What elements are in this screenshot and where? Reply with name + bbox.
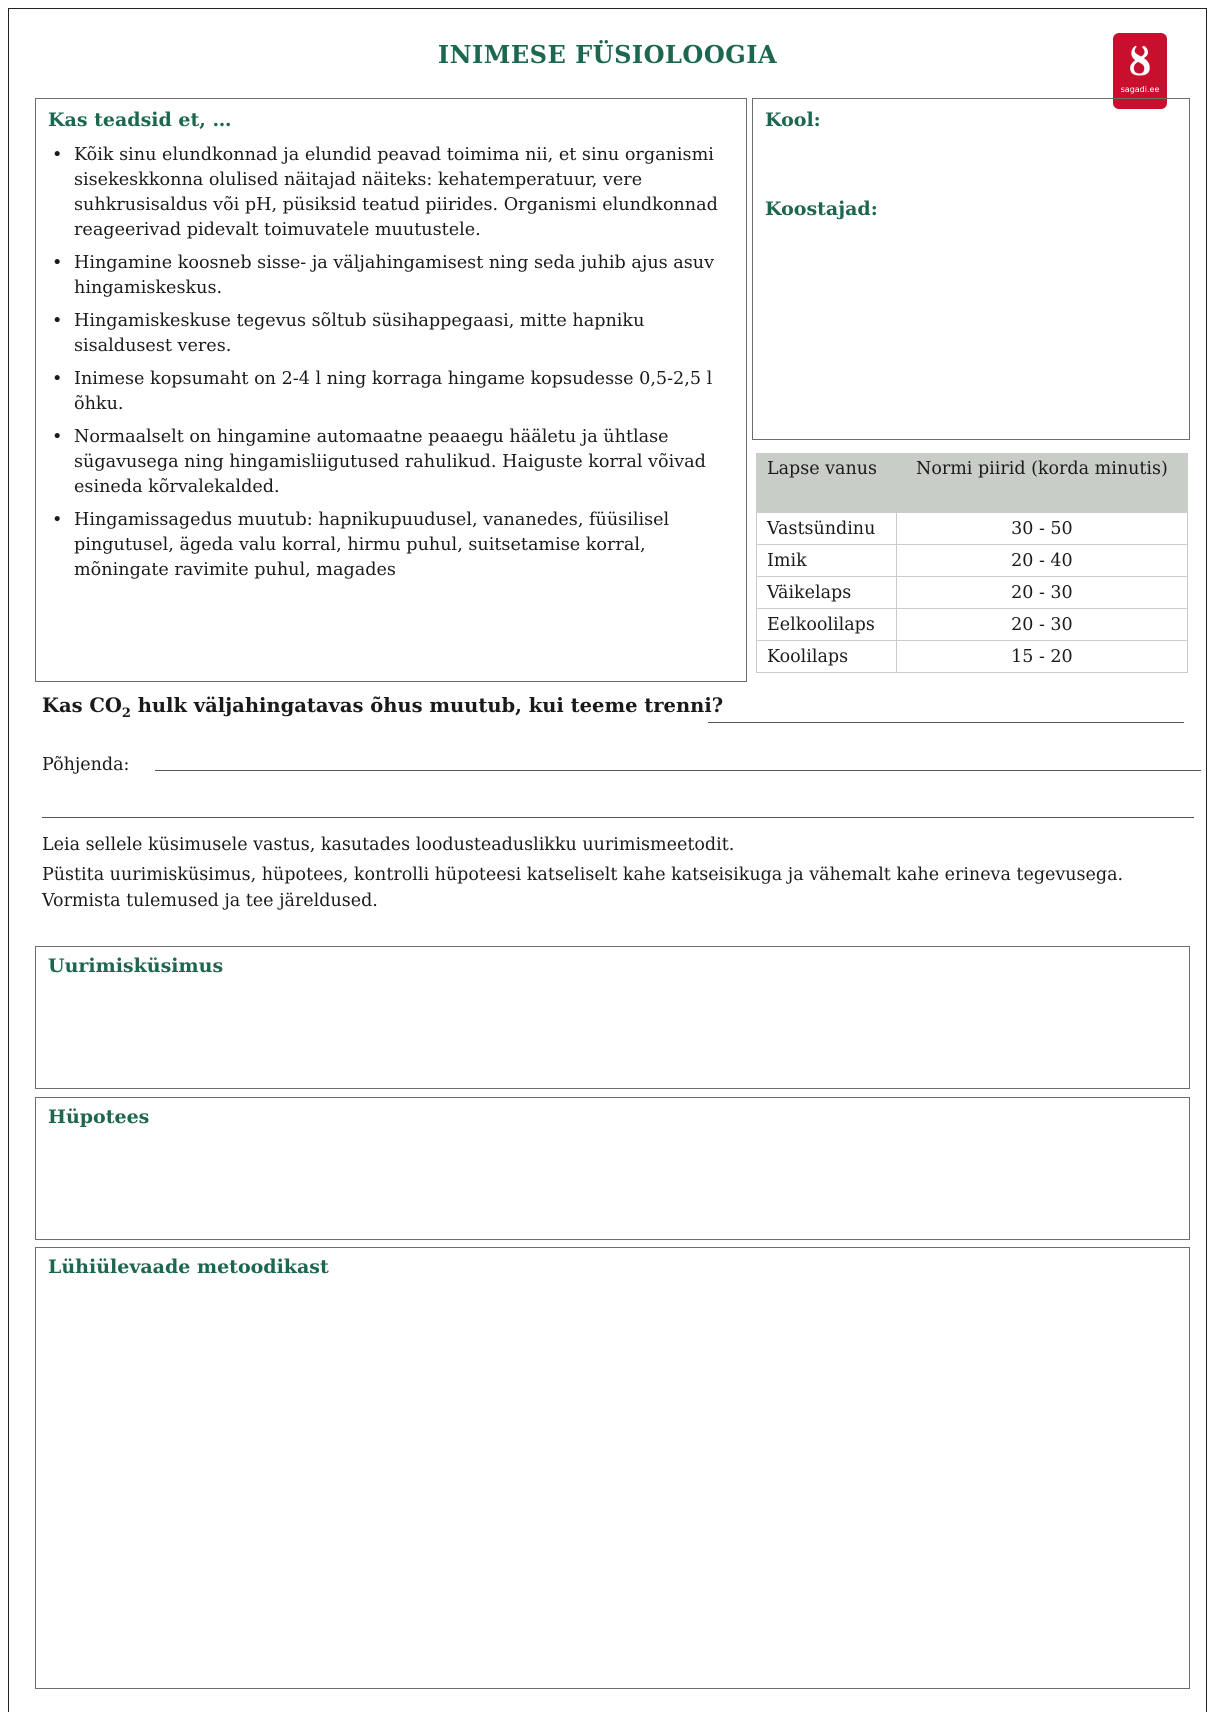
norm-cell: 30 - 50 xyxy=(896,513,1187,545)
age-cell: Koolilaps xyxy=(757,641,897,673)
fact-item: • Hingamissagedus muutub: hapnikupuudusel, vananedes, füüsilisel pingutusel, ägeda valu korral, hirmu puhul, suitsetamise korral, mõningate ravimite puhul, magades xyxy=(66,508,734,583)
reason-line-1[interactable] xyxy=(155,770,1201,771)
did-you-know-heading: Kas teadsid et, … xyxy=(48,109,232,131)
hypothesis-box[interactable] xyxy=(35,1097,1190,1240)
hypothesis-heading: Hüpotees xyxy=(48,1106,150,1128)
column-header-norm: Normi piirid (korda minutis) xyxy=(896,454,1187,513)
table-row xyxy=(757,641,1188,673)
fact-item: • Hingamine koosneb sisse- ja väljahingamisest ning seda juhib ajus asuv hingamiskeskus. xyxy=(66,251,734,301)
age-cell: Väikelaps xyxy=(757,577,897,609)
norm-cell: 20 - 30 xyxy=(896,577,1187,609)
age-cell: Eelkoolilaps xyxy=(757,609,897,641)
logo-glyph: ȣ xyxy=(1128,39,1152,84)
norm-cell: 15 - 20 xyxy=(896,641,1187,673)
instruction-line-1: Leia sellele küsimusele vastus, kasutades loodusteaduslikku uurimismeetodit. xyxy=(42,835,735,855)
school-label: Kool: xyxy=(765,109,821,131)
fact-item: • Kõik sinu elundkonnad ja elundid peavad toimima nii, et sinu organismi sisekeskkonna olulised näitajad näiteks: kehatemperatuur, vere suhkrusisaldus või pH, püsiksid teatud piirides. Organismi elundkonnad reageerivad pidevalt toimuvatele muutustele. xyxy=(66,143,734,243)
table-row xyxy=(757,609,1188,641)
school-authors-box[interactable] xyxy=(752,98,1190,440)
methodology-box[interactable] xyxy=(35,1247,1190,1689)
table-row xyxy=(757,545,1188,577)
breathing-norms-table xyxy=(756,453,1188,673)
authors-label: Koostajad: xyxy=(765,198,878,220)
logo-text: sagadi.ee xyxy=(1120,85,1160,94)
fact-item: • Inimese kopsumaht on 2-4 l ning korraga hingame kopsudesse 0,5-2,5 l õhku. xyxy=(66,367,734,417)
main-question xyxy=(42,694,723,721)
table-header-row xyxy=(757,454,1188,513)
page-title: INIMESE FÜSIOLOOGIA xyxy=(437,40,778,69)
table-row xyxy=(757,577,1188,609)
did-you-know-box xyxy=(35,98,747,682)
answer-line[interactable] xyxy=(708,722,1184,723)
question-text-start: Kas CO xyxy=(42,694,122,717)
fact-item: • Hingamiskeskuse tegevus sõltub süsihappegaasi, mitte hapniku sisaldusest veres. xyxy=(66,309,734,359)
question-subscript: 2 xyxy=(121,705,131,721)
instruction-line-2: Püstita uurimisküsimus, hüpotees, kontrolli hüpoteesi katseliselt kahe katseisikuga ja vähemalt kahe erineva tegevusega. Vormista tulemused ja tee järeldused. xyxy=(42,865,1124,911)
methodology-heading: Lühiülevaade metoodikast xyxy=(48,1256,329,1278)
column-header-age: Lapse vanus xyxy=(757,454,897,513)
research-question-box[interactable] xyxy=(35,946,1190,1089)
research-question-heading: Uurimisküsimus xyxy=(48,955,224,977)
table-row xyxy=(757,513,1188,545)
question-text-end: hulk väljahingatavas õhus muutub, kui teeme trenni? xyxy=(130,694,724,717)
age-cell: Vastsündinu xyxy=(757,513,897,545)
norm-cell: 20 - 40 xyxy=(896,545,1187,577)
fact-item: • Normaalselt on hingamine automaatne peaaegu hääletu ja ühtlase sügavusega ning hingamisliigutused rahulikud. Haiguste korral võivad esineda kõrvalekalded. xyxy=(66,425,734,500)
norm-cell: 20 - 30 xyxy=(896,609,1187,641)
age-cell: Imik xyxy=(757,545,897,577)
reason-line-2[interactable] xyxy=(42,817,1194,818)
reason-label: Põhjenda: xyxy=(42,755,130,775)
facts-list xyxy=(48,143,734,583)
